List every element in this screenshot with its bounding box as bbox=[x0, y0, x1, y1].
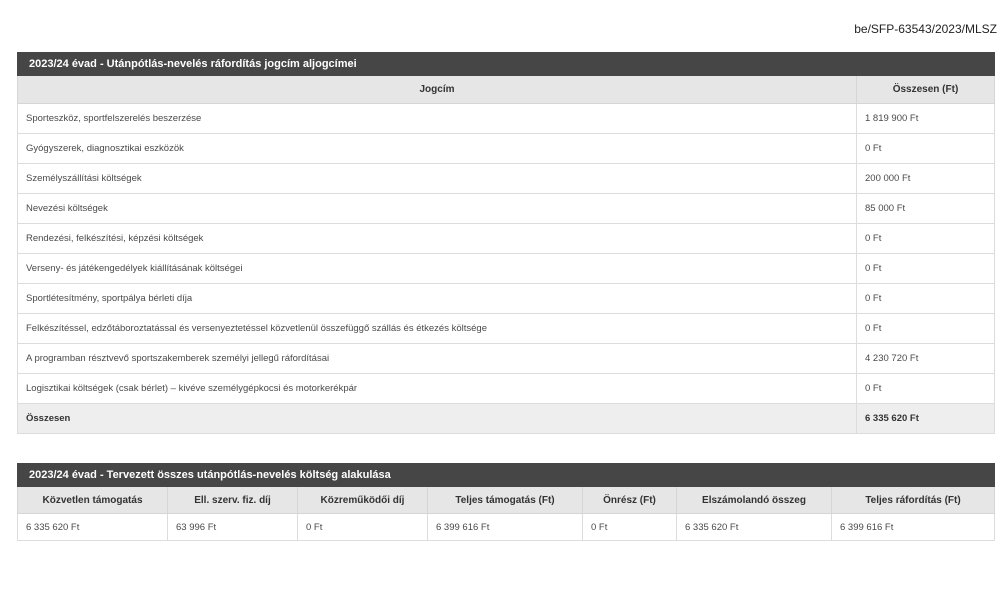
amount-cell: 4 230 720 Ft bbox=[857, 344, 995, 374]
direct-support-value: 6 335 620 Ft bbox=[18, 514, 168, 541]
category-cell: Nevezési költségek bbox=[18, 194, 857, 224]
category-cell: Felkészítéssel, edzőtáboroztatással és versenyeztetéssel közvetlenül összefüggő szállás és étkezés költsége bbox=[18, 314, 857, 344]
category-cell: Logisztikai költségek (csak bérlet) – kivéve személygépkocsi és motorkerékpár bbox=[18, 374, 857, 404]
contributor-fee-value: 0 Ft bbox=[298, 514, 428, 541]
column-header-own-contribution: Önrész (Ft) bbox=[583, 487, 677, 514]
category-cell: Sportlétesítmény, sportpálya bérleti díja bbox=[18, 284, 857, 314]
total-support-value: 6 399 616 Ft bbox=[428, 514, 583, 541]
category-cell: Rendezési, felkészítési, képzési költségek bbox=[18, 224, 857, 254]
column-header-contributor-fee: Közreműködői díj bbox=[298, 487, 428, 514]
amount-cell: 0 Ft bbox=[857, 284, 995, 314]
total-expenditure-value: 6 399 616 Ft bbox=[832, 514, 995, 541]
category-cell: Verseny- és játékengedélyek kiállításának költségei bbox=[18, 254, 857, 284]
column-header-jogcim: Jogcím bbox=[18, 76, 857, 104]
category-cell: A programban résztvevő sportszakemberek személyi jellegű ráfordításai bbox=[18, 344, 857, 374]
table-row bbox=[18, 284, 995, 314]
table-row bbox=[18, 134, 995, 164]
table-row bbox=[18, 104, 995, 134]
amount-cell: 1 819 900 Ft bbox=[857, 104, 995, 134]
column-header-osszesen: Összesen (Ft) bbox=[857, 76, 995, 104]
table-row bbox=[18, 164, 995, 194]
total-row bbox=[18, 404, 995, 434]
document-reference: be/SFP-63543/2023/MLSZ bbox=[854, 22, 997, 36]
control-fee-value: 63 996 Ft bbox=[168, 514, 298, 541]
column-header-direct-support: Közvetlen támogatás bbox=[18, 487, 168, 514]
column-header-control-fee: Ell. szerv. fiz. díj bbox=[168, 487, 298, 514]
amount-cell: 0 Ft bbox=[857, 224, 995, 254]
own-contribution-value: 0 Ft bbox=[583, 514, 677, 541]
total-amount: 6 335 620 Ft bbox=[857, 404, 995, 434]
amount-cell: 0 Ft bbox=[857, 374, 995, 404]
category-cell: Sporteszköz, sportfelszerelés beszerzése bbox=[18, 104, 857, 134]
table-row bbox=[18, 254, 995, 284]
category-cell: Személyszállítási költségek bbox=[18, 164, 857, 194]
table-row bbox=[18, 194, 995, 224]
amount-cell: 85 000 Ft bbox=[857, 194, 995, 224]
column-header-total-support: Teljes támogatás (Ft) bbox=[428, 487, 583, 514]
amount-cell: 0 Ft bbox=[857, 254, 995, 284]
table-row bbox=[18, 374, 995, 404]
accountable-amount-value: 6 335 620 Ft bbox=[677, 514, 832, 541]
amount-cell: 200 000 Ft bbox=[857, 164, 995, 194]
total-label: Összesen bbox=[18, 404, 857, 434]
table-title: 2023/24 évad - Utánpótlás-nevelés ráfordítás jogcím aljogcímei bbox=[18, 53, 995, 76]
amount-cell: 0 Ft bbox=[857, 314, 995, 344]
column-header-accountable-amount: Elszámolandó összeg bbox=[677, 487, 832, 514]
planned-costs-table bbox=[17, 463, 995, 541]
amount-cell: 0 Ft bbox=[857, 134, 995, 164]
column-header-total-expenditure: Teljes ráfordítás (Ft) bbox=[832, 487, 995, 514]
table-row bbox=[18, 314, 995, 344]
table-title: 2023/24 évad - Tervezett összes utánpótlás-nevelés költség alakulása bbox=[18, 464, 995, 487]
table-row bbox=[18, 224, 995, 254]
table-row bbox=[18, 514, 995, 541]
table-row bbox=[18, 344, 995, 374]
category-cell: Gyógyszerek, diagnosztikai eszközök bbox=[18, 134, 857, 164]
subcategory-costs-table bbox=[17, 52, 995, 434]
